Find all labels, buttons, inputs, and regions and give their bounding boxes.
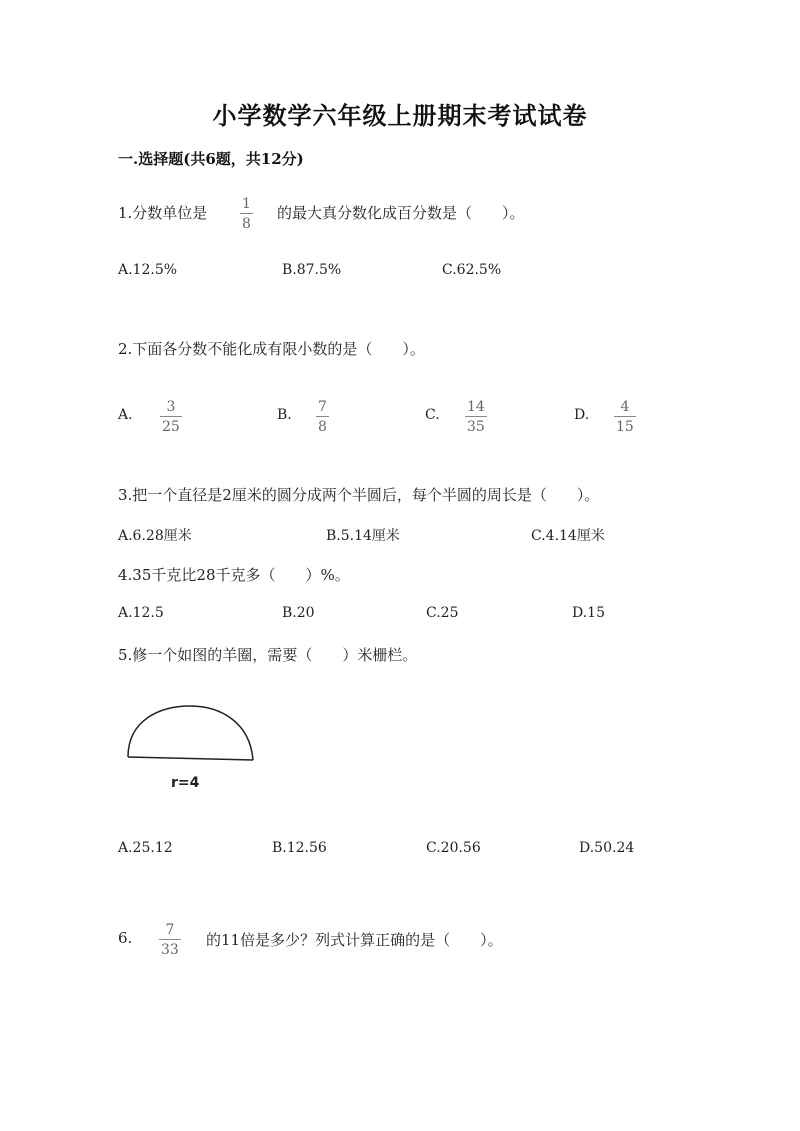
option-b[interactable]: B.20: [282, 605, 315, 621]
question-1-fraction: [240, 197, 253, 231]
option-b-fraction[interactable]: [316, 400, 329, 434]
semicircle-arc: [128, 706, 253, 760]
question-4-text: 4.35千克比28千克多（ ）%。: [118, 566, 350, 584]
question-6-suffix: 的11倍是多少？列式计算正确的是（ ）。: [206, 931, 503, 949]
option-a[interactable]: A.12.5: [118, 605, 164, 621]
option-c[interactable]: C.62.5%: [442, 262, 502, 278]
fraction-numerator: 7: [165, 922, 175, 938]
semicircle-diameter: [128, 757, 253, 760]
semicircle-figure: [120, 700, 260, 770]
question-5-text: 5.修一个如图的羊圈，需要（ ）米栅栏。: [118, 646, 418, 664]
fraction-numerator: 3: [166, 399, 176, 415]
fraction-denominator: 15: [616, 419, 634, 435]
fraction-numerator: 1: [242, 196, 251, 212]
option-d-label[interactable]: D.: [574, 407, 590, 423]
option-b[interactable]: B.5.14厘米: [326, 528, 400, 544]
option-c[interactable]: C.4.14厘米: [531, 528, 605, 544]
option-b[interactable]: B.12.56: [272, 840, 327, 856]
option-a[interactable]: A.25.12: [118, 840, 173, 856]
option-a[interactable]: A.6.28厘米: [118, 528, 192, 544]
option-c-label[interactable]: C.: [425, 407, 440, 423]
fraction-denominator: 8: [318, 419, 327, 435]
option-d-fraction[interactable]: [614, 400, 636, 434]
fraction-numerator: 4: [620, 399, 630, 415]
option-c[interactable]: C.25: [426, 605, 459, 621]
fraction-denominator: 25: [162, 419, 180, 435]
question-6-prefix: 6.: [118, 929, 133, 947]
fraction-denominator: 33: [161, 942, 179, 958]
fraction-numerator: 7: [318, 399, 327, 415]
option-b-label[interactable]: B.: [277, 407, 292, 423]
option-a-fraction[interactable]: [160, 400, 182, 434]
question-3-text: 3.把一个直径是2厘米的圆分成两个半圆后，每个半圆的周长是（ ）。: [118, 486, 600, 504]
question-1-prefix: 1.分数单位是: [118, 204, 208, 222]
figure-radius-label: r=4: [171, 775, 200, 791]
question-6-fraction: [159, 923, 181, 957]
page-title: 小学数学六年级上册期末考试试卷: [212, 101, 588, 130]
question-1-suffix: 的最大真分数化成百分数是（ ）。: [277, 204, 525, 222]
question-2-text: 2.下面各分数不能化成有限小数的是（ ）。: [118, 340, 425, 358]
option-d[interactable]: D.15: [572, 605, 605, 621]
option-b[interactable]: B.87.5%: [282, 262, 342, 278]
option-a-label[interactable]: A.: [118, 407, 133, 423]
fraction-denominator: 35: [467, 419, 485, 435]
fraction-denominator: 8: [242, 216, 251, 232]
option-d[interactable]: D.50.24: [579, 840, 635, 856]
option-c-fraction[interactable]: [465, 400, 487, 434]
fraction-numerator: 14: [467, 399, 485, 415]
option-c[interactable]: C.20.56: [426, 840, 481, 856]
section-heading: 一.选择题(共6题，共12分): [118, 150, 304, 168]
option-a[interactable]: A.12.5%: [118, 262, 178, 278]
